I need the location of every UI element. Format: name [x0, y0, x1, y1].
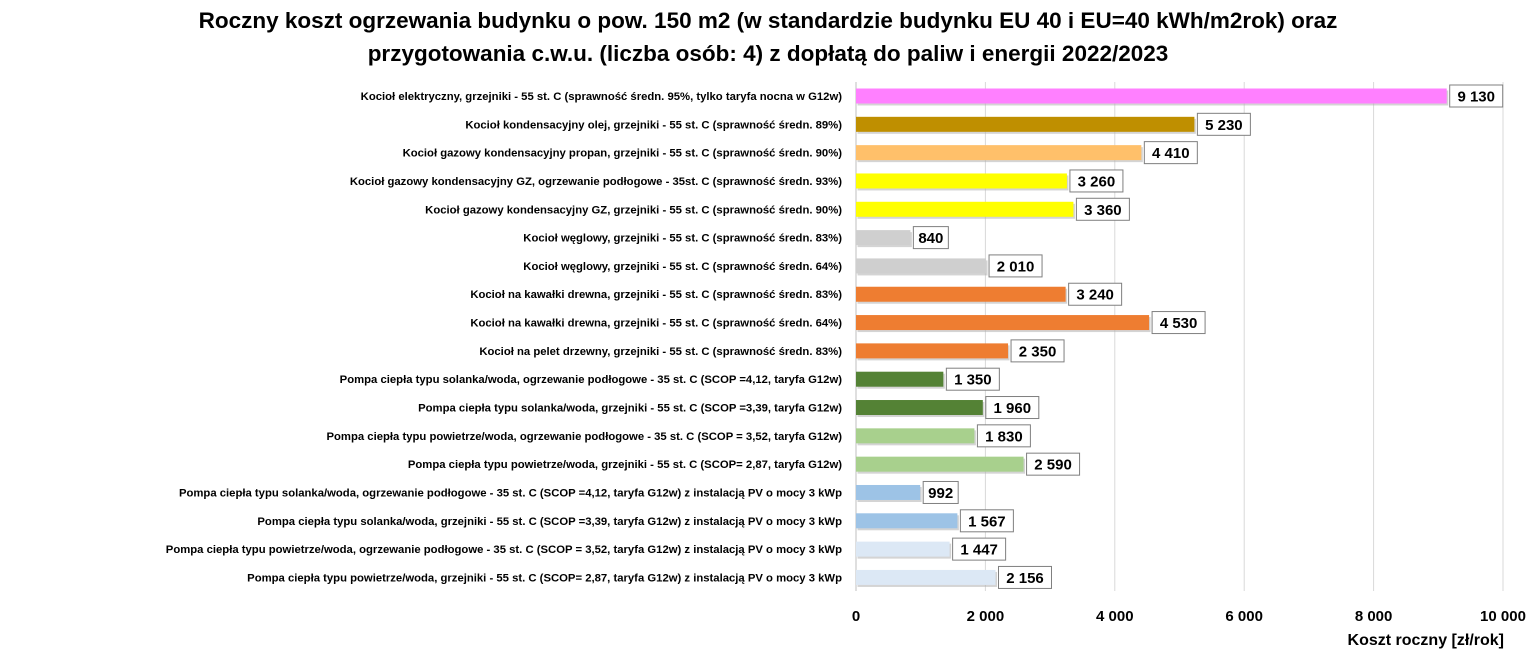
category-label: Kocioł na kawałki drewna, grzejniki - 55 st. C (sprawność średn. 83%): [470, 289, 842, 302]
x-tick-label: 4 000: [1096, 608, 1134, 625]
bar: [856, 173, 1067, 188]
category-label: Pompa ciepła typu powietrze/woda, ogrzewanie podłogowe - 35 st. C (SCOP = 3,52, taryfa G12w): [326, 430, 842, 443]
category-label: Kocioł gazowy kondensacyjny propan, grzejniki - 55 st. C (sprawność średn. 90%): [402, 147, 842, 160]
value-label: 3 260: [1077, 173, 1116, 191]
x-tick-label: 0: [851, 608, 861, 625]
category-label: Kocioł na pelet drzewny, grzejniki - 55 st. C (sprawność średn. 83%): [479, 345, 842, 358]
value-label: 4 530: [1159, 315, 1198, 333]
category-label: Kocioł węglowy, grzejniki - 55 st. C (sprawność średn. 64%): [523, 260, 842, 273]
value-label: 5 230: [1205, 116, 1243, 134]
value-label: 1 960: [993, 400, 1032, 418]
category-labels: [166, 91, 842, 584]
x-tick-label: 10 000: [1480, 608, 1526, 625]
bar: [856, 343, 1008, 358]
x-axis-label: Koszt roczny [zł/rok]: [1347, 632, 1504, 649]
x-tick-label: 6 000: [1225, 608, 1263, 625]
value-label: 840: [918, 230, 944, 248]
bar: [856, 513, 957, 528]
category-label: Kocioł na kawałki drewna, grzejniki - 55 st. C (sprawność średn. 64%): [470, 317, 842, 330]
category-label: Kocioł elektryczny, grzejniki - 55 st. C (sprawność średn. 95%, tylko taryfa nocna w G12w): [360, 91, 842, 103]
category-label: Kocioł gazowy kondensacyjny GZ, ogrzewanie podłogowe - 35st. C (sprawność średn. 93%): [349, 175, 842, 188]
chart-title-line-2: przygotowania c.w.u. (liczba osób: 4) z dopłatą do paliw i energii 2022/2023: [367, 41, 1169, 66]
x-tick-label: 8 000: [1354, 608, 1393, 625]
chart-title-line-1: Roczny koszt ogrzewania budynku o pow. 150 m2 (w standardzie budynku EU 40 i EU=40 kWh/m2rok) oraz: [198, 8, 1338, 33]
bar: [856, 570, 995, 585]
category-label: Pompa ciepła typu powietrze/woda, grzejniki - 55 st. C (SCOP= 2,87, taryfa G12w): [407, 459, 842, 472]
x-tick-label: 2 000: [966, 608, 1005, 625]
value-label: 3 360: [1084, 201, 1122, 219]
category-label: Pompa ciepła typu powietrze/woda, ogrzewanie podłogowe - 35 st. C (SCOP = 3,52, taryfa G12w) z instalacją PV o mocy 3 kWp: [165, 544, 842, 557]
bar: [856, 372, 943, 387]
category-label: Kocioł kondensacyjny olej, grzejniki - 55 st. C (sprawność średn. 89%): [465, 119, 842, 132]
value-label: 2 350: [1018, 343, 1057, 361]
bar: [856, 117, 1194, 132]
category-label: Kocioł węglowy, grzejniki - 55 st. C (sprawność średn. 83%): [523, 232, 842, 245]
bar: [856, 428, 974, 443]
value-label: 1 830: [985, 428, 1023, 446]
bar: [856, 287, 1066, 302]
x-axis-ticks: [852, 608, 1526, 625]
bar: [856, 202, 1073, 217]
bar: [856, 145, 1141, 160]
category-label: Pompa ciepła typu solanka/woda, ogrzewanie podłogowe - 35 st. C (SCOP =4,12, taryfa G12w) z instalacją PV o mocy 3 kWp: [178, 487, 842, 500]
value-label: 2 010: [996, 258, 1035, 276]
bar: [856, 315, 1149, 330]
bar: [856, 230, 910, 245]
bar: [856, 457, 1024, 472]
bar: [856, 89, 1447, 104]
category-label: Pompa ciepła typu solanka/woda, grzejniki - 55 st. C (SCOP =3,39, taryfa G12w) z instalacją PV o mocy 3 kWp: [257, 515, 842, 528]
category-label: Pompa ciepła typu solanka/woda, grzejniki - 55 st. C (SCOP =3,39, taryfa G12w): [418, 402, 842, 415]
value-label: 2 156: [1006, 569, 1044, 587]
category-label: Pompa ciepła typu solanka/woda, ogrzewanie podłogowe - 35 st. C (SCOP =4,12, taryfa G12w): [339, 374, 842, 387]
value-label: 1 350: [954, 371, 992, 389]
bar: [856, 485, 920, 500]
value-label: 1 447: [960, 541, 998, 559]
bar: [856, 400, 983, 415]
bar: [856, 542, 950, 557]
value-label: 4 410: [1152, 145, 1190, 163]
bar: [856, 258, 986, 273]
value-label: 9 130: [1457, 88, 1495, 106]
category-label: Kocioł gazowy kondensacyjny GZ, grzejniki - 55 st. C (sprawność średn. 90%): [425, 204, 842, 217]
category-label: Pompa ciepła typu powietrze/woda, grzejniki - 55 st. C (SCOP= 2,87, taryfa G12w) z instalacją PV o mocy 3 kWp: [247, 572, 842, 585]
value-label: 2 590: [1034, 456, 1072, 474]
value-label: 1 567: [968, 513, 1006, 531]
value-label: 992: [928, 484, 954, 502]
value-label: 3 240: [1076, 286, 1114, 304]
